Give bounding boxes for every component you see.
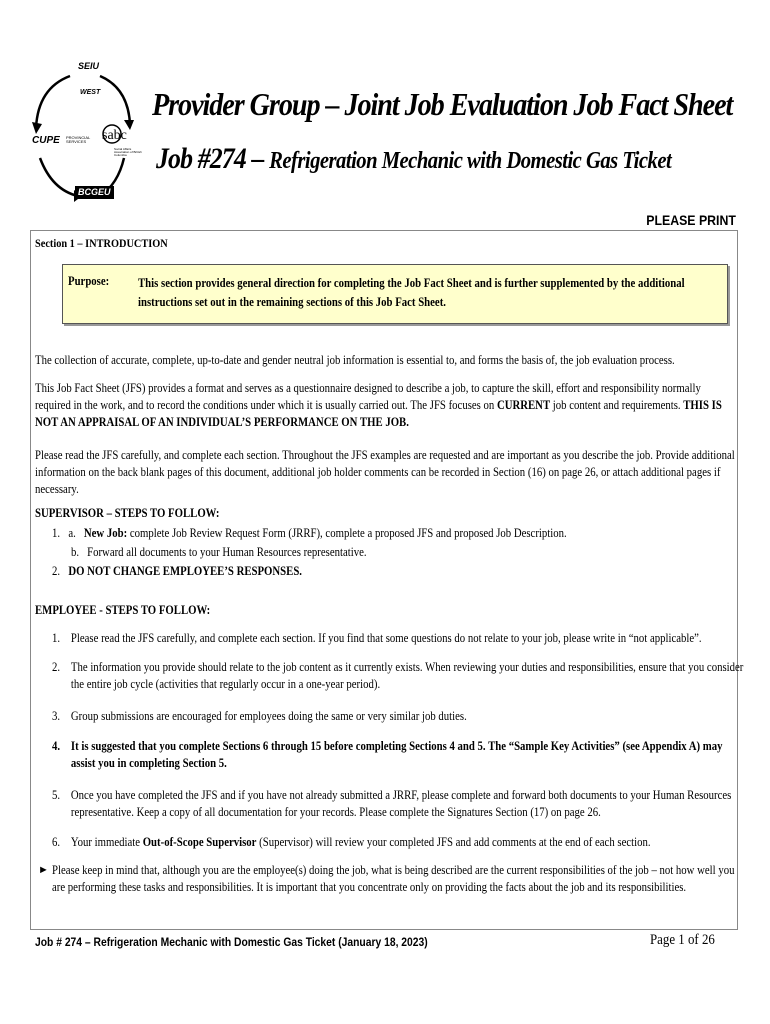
step-number: 4. [52, 739, 61, 753]
step-text: It is suggested that you complete Sections 6 through 15 before completing Sections 4 and 5. The “Sample Key Activities” (see Appendix A) may assist you in completing Section 5. [70, 739, 723, 770]
intro-paragraph-2 [35, 380, 736, 431]
step-number: 2. [52, 564, 61, 578]
step-number: 1. [52, 631, 61, 645]
intro-paragraph-3: Please read the JFS carefully, and complete each section. Throughout the JFS examples are requested and are important as you describe the job. Provide additional information on the back blank pages of this document, additional job holder comments can be recorded in Section (16) on page 26, or attach additional pages if necessary. [35, 448, 735, 496]
step-number: 2. [52, 660, 61, 674]
cupe-logo: CUPE [32, 135, 60, 146]
current-emphasis: CURRENT [496, 398, 551, 412]
bcgeu-logo: BCGEU [75, 186, 114, 199]
step-text: Please read the JFS carefully, and complete each section. If you find that some questions do not relate to your job, please write in “not applicable”. [70, 631, 702, 645]
step-text-b: (Supervisor) will review your completed JFS and add comments at the end of each section. [256, 835, 651, 849]
step-text: DO NOT CHANGE EMPLOYEE’S RESPONSES. [68, 564, 303, 578]
please-print-label: PLEASE PRINT [646, 212, 736, 228]
step-text: complete Job Review Request Form (JRRF), complete a proposed JFS and proposed Job Description. [127, 526, 567, 540]
intro-paragraph-2-text-b: job content and requirements. [550, 398, 684, 412]
page-number: Page 1 of 26 [650, 932, 715, 948]
job-title-line [156, 142, 755, 176]
cupe-logo-subtitle: PROVINCIAL SERVICES [66, 135, 91, 144]
purpose-label: Purpose: [68, 274, 110, 288]
step-letter: b. [71, 545, 80, 559]
step-text: Group submissions are encouraged for employees doing the same or very similar job duties. [70, 709, 467, 723]
step-number: 5. [52, 788, 61, 802]
step-letter: a. [68, 526, 76, 540]
intro-paragraph-1: The collection of accurate, complete, up-to-date and gender neutral job information is essential to, and forms the basis of, the job evaluation process. [35, 353, 675, 367]
step-text: Once you have completed the JFS and if you have not already submitted a JRRF, please complete and forward both documents to your Human Resources representative. Keep a copy of all documentation for your records. Please complete the Signatures Section (17) on page 26. [70, 788, 732, 819]
note-text: Please keep in mind that, although you are the employee(s) doing the job, what is being described are the current responsibilities of the job – not how well you are performing these tasks and responsibilities. It is important that you concentrate only on providing the facts about the job and its responsibilities. [52, 863, 735, 894]
sabc-logo-subtitle: Social Affairs Association of British Columbia [114, 147, 142, 157]
sabc-logo: sabc [102, 128, 127, 143]
supervisor-step-1b [71, 544, 673, 561]
union-logo-cluster [30, 58, 140, 208]
employee-steps-heading: EMPLOYEE - STEPS TO FOLLOW: [35, 603, 211, 617]
new-job-label: New Job: [83, 526, 128, 540]
step-text: Your immediate [70, 835, 143, 849]
section-1-title: Section 1 – INTRODUCTION [35, 236, 168, 250]
seiu-west-logo: WEST [80, 89, 101, 96]
step-text: The information you provide should relate to the job content as it currently exists. When reviewing your duties and responsibilities, ensure that you consider the entire job cycle (activities that regularly occur in a one-year period). [70, 660, 744, 691]
not-appraisal-notice: THIS IS NOT AN APPRAISAL OF AN INDIVIDUAL’S PERFORMANCE ON THE JOB. [35, 398, 722, 429]
employee-note [52, 862, 736, 896]
out-of-scope-supervisor-label: Out-of-Scope Supervisor [142, 835, 257, 849]
purpose-text: This section provides general direction for completing the Job Fact Sheet and is further supplemented by the additional instructions set out in the remaining sections of this Job Fact Sheet. [138, 276, 685, 309]
bullet-arrow-icon: ► [38, 864, 49, 876]
step-number: 3. [52, 709, 61, 723]
job-title: Refrigeration Mechanic with Domestic Gas Ticket [269, 148, 672, 174]
document-title: Provider Group – Joint Job Evaluation Job Fact Sheet [152, 86, 733, 122]
section-frame [30, 230, 738, 930]
step-text: Forward all documents to your Human Resources representative. [87, 545, 367, 559]
job-number: Job #274 – [156, 142, 270, 175]
supervisor-steps-heading: SUPERVISOR – STEPS TO FOLLOW: [35, 506, 220, 520]
seiu-logo: SEIU [78, 61, 100, 71]
intro-paragraph-2-text: This Job Fact Sheet (JFS) provides a format and serves as a questionnaire designed to describe a job, to capture the skill, effort and responsibility normally required in the work, and to record the conditions under which it is usually carried out. The JFS focuses on [35, 381, 701, 412]
step-number: 6. [52, 835, 61, 849]
footer-job-info: Job # 274 – Refrigeration Mechanic with Domestic Gas Ticket (January 18, 2023) [35, 935, 428, 949]
step-number: 1. [52, 526, 61, 540]
